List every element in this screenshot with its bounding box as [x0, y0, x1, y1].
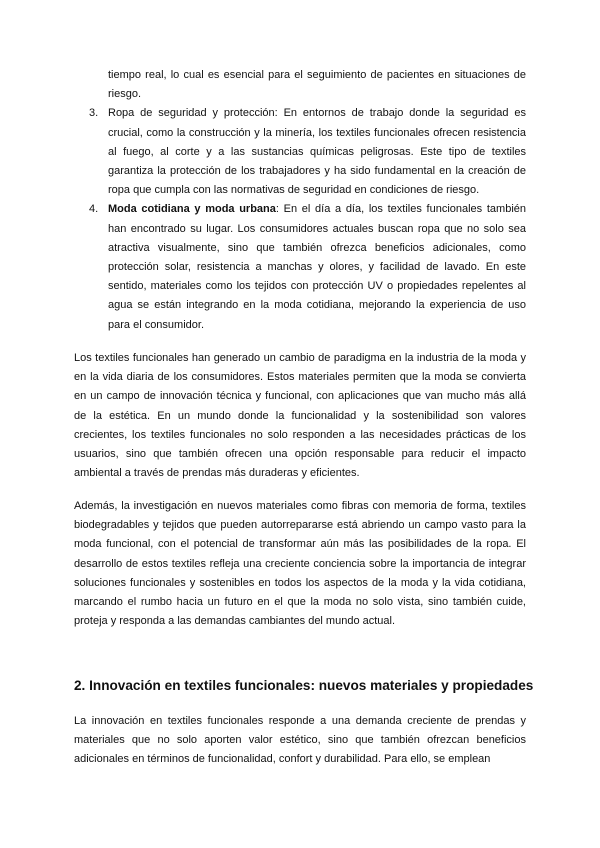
list-number: 4. — [89, 203, 99, 216]
list-item-safety-clothing — [80, 104, 526, 200]
list-number: 3. — [89, 107, 99, 120]
paragraph-section-intro: La innovación en textiles funcionales responde a una demanda creciente de prendas y materiales que no solo aporten valor estético, sino que también ofrezcan beneficios adicionales en términos de funcionalidad, confort y durabilidad. Para ello, se emplean — [74, 715, 526, 766]
paragraph-new-materials: Además, la investigación en nuevos materiales como fibras con memoria de forma, textiles biodegradables y tejidos que pueden autorrepararse está abriendo un campo vasto para la moda funcional, con el potencial de transformar aún más las posibilidades de la ropa. El desarrollo de estos textiles refleja una creciente conciencia sobre la importancia de integrar soluciones funcionales y sostenibles en todos los aspectos de la moda y la vida cotidiana, marcando el rumbo hacia un futuro en el que la moda no solo vista, sino también cuide, proteja y responda a las demandas cambiantes del mundo actual. — [74, 500, 526, 628]
list-item-everyday-fashion — [80, 200, 526, 334]
list-item-text — [108, 200, 526, 334]
list-item-body: : En el día a día, los textiles funcionales también han encontrado su lugar. Los consumidores actuales buscan ropa que no solo sea atractiva visualmente, sino que también ofrezca beneficios adicionales, como protección solar, resistencia a manchas y olores, y facilidad de lavado. En este sentido, materiales como los tejidos con protección UV o propiedades repelentes al agua se están integrando en la moda cotidiana, mejorando la experiencia de uso para el consumidor. — [108, 203, 526, 331]
section-heading: 2. Innovación en textiles funcionales: nuevos materiales y propiedades — [74, 678, 534, 693]
list-item-continuation: tiempo real, lo cual es esencial para el seguimiento de pacientes en situaciones de riesgo. — [108, 69, 526, 101]
paragraph-paradigm-shift: Los textiles funcionales han generado un cambio de paradigma en la industria de la moda y en la vida diaria de los consumidores. Estos materiales permiten que la moda se convierta en un campo de innovación técnica y funcional, con aplicaciones que van mucho más allá de la estética. En un mundo donde la funcionalidad y la sostenibilidad son valores crecientes, los textiles funcionales no solo responden a las necesidades prácticas de los usuarios, sino que también ofrecen una opción responsable para reducir el impacto ambiental a través de prendas más duraderas y eficientes. — [74, 352, 526, 480]
list-item-body: Ropa de seguridad y protección: En entornos de trabajo donde la seguridad es crucial, como la construcción y la minería, los textiles funcionales ofrecen resistencia al fuego, al corte y a las sustancias químicas peligrosas. Este tipo de textiles garantiza la protección de los trabajadores y ha sido fundamental en la creación de ropa que cumpla con las normativas de seguridad en condiciones de riesgo. — [108, 107, 526, 197]
list-item-bold: Moda cotidiana y moda urbana — [108, 203, 276, 216]
numbered-list — [80, 66, 526, 335]
list-item-text — [108, 104, 526, 200]
